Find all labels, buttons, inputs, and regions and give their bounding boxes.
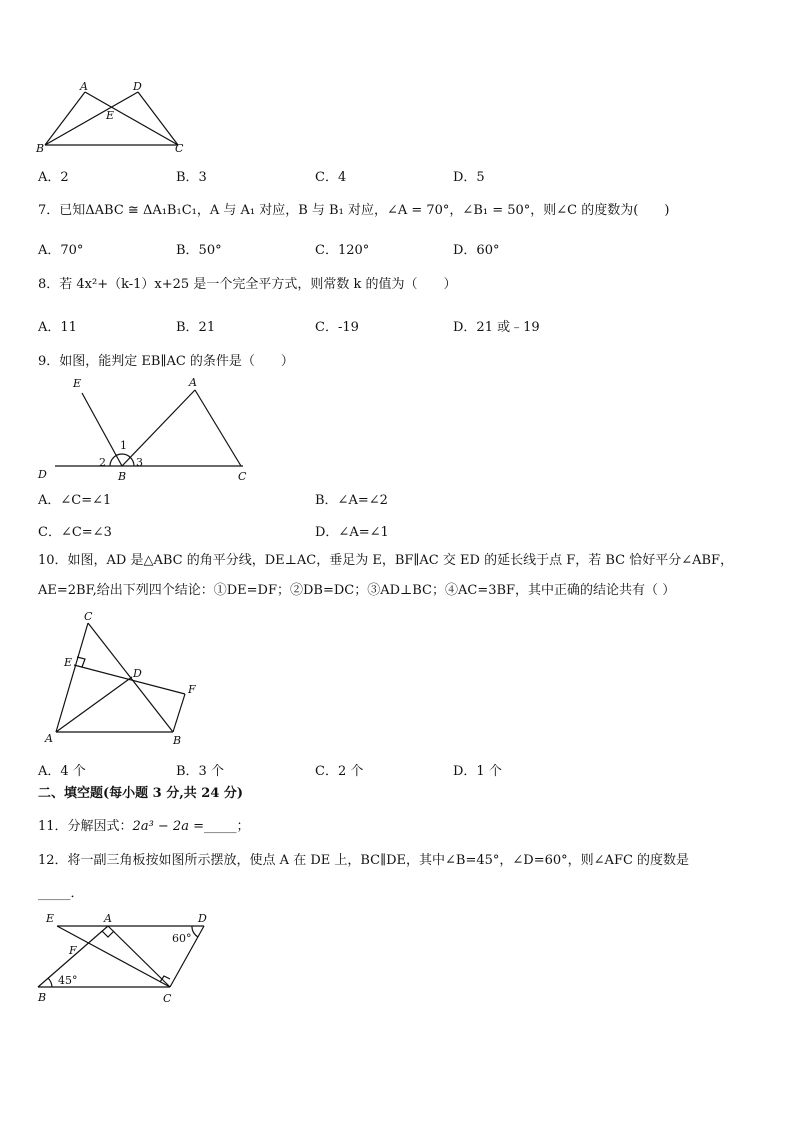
fig6-label-b: B bbox=[36, 142, 45, 155]
q6-option-a: A．2 bbox=[38, 170, 69, 185]
fig6-label-d: D bbox=[133, 80, 142, 93]
q8-option-b: B．21 bbox=[176, 320, 216, 335]
fig12-label-a: A bbox=[104, 912, 112, 925]
fig10-label-a: A bbox=[45, 732, 53, 745]
fig12-label-e: E bbox=[46, 912, 55, 925]
fig9-label-3: 3 bbox=[136, 456, 143, 469]
fig9-label-e: E bbox=[73, 377, 82, 390]
section-2-title: 二、填空题(每小题 3 分,共 24 分) bbox=[38, 786, 244, 801]
fig9-label-d: D bbox=[38, 468, 47, 481]
fig10-label-e: E bbox=[64, 656, 73, 669]
q9-option-d: D．∠A=∠1 bbox=[315, 525, 389, 540]
q10-text-line1: 10．如图，AD 是△ABC 的角平分线，DE⊥AC，垂足为 E，BF∥AC 交 ED 的延长线于点 F，若 BC 恰好平分∠ABF， bbox=[38, 553, 734, 568]
q11-expression: 2a³ − 2a bbox=[132, 819, 189, 834]
fig12-angle-45: 45° bbox=[58, 974, 78, 987]
q9-text: 9．如图，能判定 EB∥AC 的条件是（ ） bbox=[38, 354, 294, 369]
q10-option-a: A．4 个 bbox=[38, 764, 86, 779]
fig12-label-f: F bbox=[69, 944, 77, 957]
q10-text-line2: AE=2BF,给出下列四个结论：①DE=DF；②DB=DC；③AD⊥BC；④AC=3BF，其中正确的结论共有（ ） bbox=[38, 583, 676, 598]
q6-option-c: C．4 bbox=[315, 170, 347, 185]
fig6-label-c: C bbox=[175, 142, 184, 155]
fig9-label-2: 2 bbox=[99, 456, 106, 469]
fig6-label-a: A bbox=[80, 80, 88, 93]
right-angle-mark-a bbox=[102, 931, 114, 937]
q8-text: 8．若 4x²+（k-1）x+25 是一个完全平方式，则常数 k 的值为（ ） bbox=[38, 277, 457, 292]
q6-option-b: B．3 bbox=[176, 170, 207, 185]
q8-option-a: A．11 bbox=[38, 320, 77, 335]
q9-option-b: B．∠A=∠2 bbox=[315, 493, 388, 508]
right-angle-mark-c bbox=[160, 976, 170, 982]
angle-arc-b bbox=[48, 978, 52, 987]
q7-option-c: C．120° bbox=[315, 243, 370, 258]
q9-option-c: C．∠C=∠3 bbox=[38, 525, 112, 540]
fig10-label-d: D bbox=[133, 667, 142, 680]
q7-option-b: B．50° bbox=[176, 243, 222, 258]
q12-answer-blank: _____． bbox=[38, 886, 84, 901]
q10-option-d: D．1 个 bbox=[453, 764, 502, 779]
fig12-angle-60: 60° bbox=[172, 932, 192, 945]
fig12-label-b: B bbox=[38, 991, 47, 1004]
fig10-label-c: C bbox=[84, 610, 93, 623]
q7-option-a: A．70° bbox=[38, 243, 84, 258]
q9-option-a: A．∠C=∠1 bbox=[38, 493, 112, 508]
q10-option-c: C．2 个 bbox=[315, 764, 364, 779]
q11-answer-blank: =_____； bbox=[188, 819, 250, 834]
q12-text: 12．将一副三角板按如图所示摆放，使点 A 在 DE 上，BC∥DE，其中∠B=45°，∠D=60°，则∠AFC 的度数是 bbox=[38, 853, 690, 868]
fig12-label-c: C bbox=[163, 992, 172, 1005]
fig12-label-d: D bbox=[198, 912, 207, 925]
fig6-label-e: E bbox=[106, 109, 115, 122]
fig9-label-c: C bbox=[238, 470, 247, 483]
q8-option-c: C．-19 bbox=[315, 320, 359, 335]
q7-option-d: D．60° bbox=[453, 243, 500, 258]
q10-option-b: B．3 个 bbox=[176, 764, 224, 779]
q7-text: 7．已知ΔABC ≅ ΔA₁B₁C₁，A 与 A₁ 对应，B 与 B₁ 对应，∠A = 70°，∠B₁ = 50°，则∠C 的度数为( ) bbox=[38, 203, 670, 218]
q11-prefix: 11．分解因式： bbox=[38, 819, 133, 834]
fig10-label-b: B bbox=[173, 734, 182, 747]
fig9-label-b: B bbox=[118, 470, 127, 483]
fig9-label-1: 1 bbox=[120, 439, 127, 452]
fig9-label-a: A bbox=[189, 376, 197, 389]
segment-ac bbox=[108, 926, 170, 987]
fig10-label-f: F bbox=[188, 683, 196, 696]
q6-option-d: D．5 bbox=[453, 170, 485, 185]
angle-arc-d bbox=[192, 926, 198, 937]
q8-option-d: D．21 或﹣19 bbox=[453, 320, 540, 335]
